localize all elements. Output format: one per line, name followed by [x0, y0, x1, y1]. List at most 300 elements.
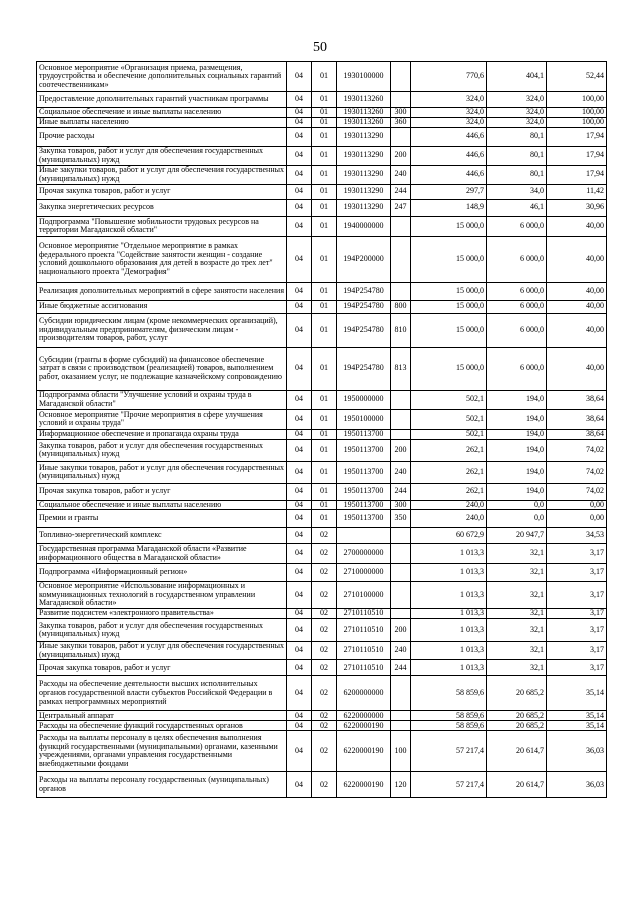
cell-executed-amount: 80,1 — [487, 165, 547, 184]
cell-planned-amount: 1 013,3 — [411, 609, 487, 619]
cell-executed-amount: 46,1 — [487, 199, 547, 216]
cell-section: 04 — [287, 731, 312, 772]
cell-description: Основное мероприятие «Использование информационных и коммуникационных технологий в государственном управлении Магаданской области» — [37, 582, 287, 609]
cell-planned-amount: 240,0 — [411, 510, 487, 528]
cell-description: Расходы на обеспечение функций государственных органов — [37, 721, 287, 731]
cell-target-article: 1930113290 — [337, 146, 391, 165]
table-row — [37, 528, 607, 544]
cell-target-article: 1940000000 — [337, 216, 391, 236]
cell-target-article: 6220000190 — [337, 731, 391, 772]
cell-target-article: 1950113700 — [337, 510, 391, 528]
cell-section: 04 — [287, 483, 312, 500]
cell-expense-type: 300 — [391, 108, 411, 118]
cell-description: Прочая закупка товаров, работ и услуг — [37, 660, 287, 676]
table-row — [37, 313, 607, 347]
cell-execution-percent: 35,14 — [547, 676, 607, 711]
cell-planned-amount: 502,1 — [411, 429, 487, 439]
cell-subsection: 01 — [312, 236, 337, 282]
cell-executed-amount: 324,0 — [487, 117, 547, 127]
cell-planned-amount: 1 013,3 — [411, 660, 487, 676]
cell-expense-type: 120 — [391, 772, 411, 798]
cell-target-article: 194P254780 — [337, 313, 391, 347]
table-row — [37, 711, 607, 721]
cell-execution-percent: 3,17 — [547, 609, 607, 619]
cell-execution-percent: 74,02 — [547, 461, 607, 483]
cell-execution-percent: 17,94 — [547, 165, 607, 184]
budget-table — [36, 61, 607, 798]
cell-execution-percent: 74,02 — [547, 439, 607, 461]
cell-execution-percent: 36,03 — [547, 731, 607, 772]
cell-planned-amount: 502,1 — [411, 390, 487, 409]
cell-executed-amount: 0,0 — [487, 510, 547, 528]
cell-description: Основное мероприятие «Организация приема, размещения, трудоустройства и обеспечение дополнительных социальных гарантий соотечественникам» — [37, 62, 287, 92]
cell-target-article: 1930100000 — [337, 62, 391, 92]
cell-target-article: 1950113700 — [337, 429, 391, 439]
cell-target-article: 6220000190 — [337, 772, 391, 798]
cell-planned-amount: 324,0 — [411, 117, 487, 127]
cell-executed-amount: 32,1 — [487, 544, 547, 564]
table-row — [37, 92, 607, 108]
cell-planned-amount: 446,6 — [411, 146, 487, 165]
cell-planned-amount: 1 013,3 — [411, 582, 487, 609]
cell-expense-type — [391, 92, 411, 108]
cell-planned-amount: 58 859,6 — [411, 676, 487, 711]
cell-executed-amount: 6 000,0 — [487, 347, 547, 390]
cell-execution-percent: 11,42 — [547, 184, 607, 199]
cell-expense-type: 244 — [391, 483, 411, 500]
cell-execution-percent: 38,64 — [547, 429, 607, 439]
cell-executed-amount: 194,0 — [487, 390, 547, 409]
cell-execution-percent: 40,00 — [547, 313, 607, 347]
cell-description: Иные закупки товаров, работ и услуг для обеспечения государственных (муниципальных) нужд — [37, 165, 287, 184]
cell-executed-amount: 20 947,7 — [487, 528, 547, 544]
cell-planned-amount: 60 672,9 — [411, 528, 487, 544]
cell-executed-amount: 6 000,0 — [487, 236, 547, 282]
table-row — [37, 731, 607, 772]
table-row — [37, 676, 607, 711]
cell-target-article: 2710110510 — [337, 619, 391, 642]
cell-planned-amount: 502,1 — [411, 409, 487, 429]
cell-planned-amount: 324,0 — [411, 92, 487, 108]
cell-section: 04 — [287, 528, 312, 544]
cell-expense-type — [391, 544, 411, 564]
cell-subsection: 01 — [312, 439, 337, 461]
cell-executed-amount: 32,1 — [487, 642, 547, 660]
cell-executed-amount: 20 685,2 — [487, 676, 547, 711]
cell-section: 04 — [287, 711, 312, 721]
cell-executed-amount: 20 685,2 — [487, 711, 547, 721]
cell-planned-amount: 58 859,6 — [411, 721, 487, 731]
cell-planned-amount: 262,1 — [411, 461, 487, 483]
cell-description: Подпрограмма области "Улучшение условий и охраны труда в Магаданской области" — [37, 390, 287, 409]
cell-subsection: 01 — [312, 216, 337, 236]
cell-execution-percent: 40,00 — [547, 216, 607, 236]
cell-execution-percent: 74,02 — [547, 483, 607, 500]
cell-description: Центральный аппарат — [37, 711, 287, 721]
cell-target-article: 6200000000 — [337, 676, 391, 711]
cell-planned-amount: 240,0 — [411, 500, 487, 510]
cell-execution-percent: 35,14 — [547, 711, 607, 721]
cell-section: 04 — [287, 642, 312, 660]
table-row — [37, 642, 607, 660]
table-row — [37, 483, 607, 500]
cell-target-article: 194P200000 — [337, 236, 391, 282]
cell-executed-amount: 32,1 — [487, 619, 547, 642]
cell-executed-amount: 194,0 — [487, 439, 547, 461]
cell-execution-percent: 3,17 — [547, 660, 607, 676]
cell-execution-percent: 40,00 — [547, 300, 607, 313]
table-row — [37, 429, 607, 439]
cell-executed-amount: 194,0 — [487, 429, 547, 439]
cell-subsection: 02 — [312, 642, 337, 660]
cell-execution-percent: 34,53 — [547, 528, 607, 544]
cell-execution-percent: 100,00 — [547, 108, 607, 118]
cell-expense-type: 813 — [391, 347, 411, 390]
table-row — [37, 236, 607, 282]
cell-section: 04 — [287, 347, 312, 390]
cell-section: 04 — [287, 62, 312, 92]
cell-section: 04 — [287, 313, 312, 347]
cell-execution-percent: 0,00 — [547, 500, 607, 510]
cell-section: 04 — [287, 500, 312, 510]
cell-description: Иные закупки товаров, работ и услуг для обеспечения государственных (муниципальных) нужд — [37, 642, 287, 660]
cell-description: Реализация дополнительных мероприятий в сфере занятости населения — [37, 282, 287, 300]
cell-executed-amount: 32,1 — [487, 609, 547, 619]
cell-section: 04 — [287, 390, 312, 409]
cell-execution-percent: 3,17 — [547, 582, 607, 609]
table-row — [37, 564, 607, 582]
cell-subsection: 02 — [312, 721, 337, 731]
cell-execution-percent: 38,64 — [547, 390, 607, 409]
cell-executed-amount: 194,0 — [487, 409, 547, 429]
cell-expense-type: 247 — [391, 199, 411, 216]
cell-target-article: 1950113700 — [337, 461, 391, 483]
table-row — [37, 609, 607, 619]
cell-section: 04 — [287, 660, 312, 676]
cell-executed-amount: 0,0 — [487, 500, 547, 510]
cell-executed-amount: 80,1 — [487, 127, 547, 146]
cell-executed-amount: 404,1 — [487, 62, 547, 92]
cell-section: 04 — [287, 461, 312, 483]
cell-planned-amount: 297,7 — [411, 184, 487, 199]
table-row — [37, 544, 607, 564]
cell-description: Подпрограмма "Повышение мобильности трудовых ресурсов на территории Магаданской области" — [37, 216, 287, 236]
table-row — [37, 127, 607, 146]
cell-executed-amount: 32,1 — [487, 564, 547, 582]
cell-planned-amount: 262,1 — [411, 483, 487, 500]
cell-section: 04 — [287, 92, 312, 108]
cell-planned-amount: 1 013,3 — [411, 619, 487, 642]
cell-execution-percent: 40,00 — [547, 282, 607, 300]
cell-description: Предоставление дополнительных гарантий участникам программы — [37, 92, 287, 108]
cell-expense-type: 200 — [391, 439, 411, 461]
cell-description: Прочая закупка товаров, работ и услуг — [37, 184, 287, 199]
cell-executed-amount: 32,1 — [487, 582, 547, 609]
cell-planned-amount: 15 000,0 — [411, 313, 487, 347]
cell-section: 04 — [287, 564, 312, 582]
cell-execution-percent: 3,17 — [547, 642, 607, 660]
table-row — [37, 390, 607, 409]
cell-subsection: 01 — [312, 146, 337, 165]
cell-section: 04 — [287, 609, 312, 619]
cell-subsection: 01 — [312, 62, 337, 92]
cell-subsection: 01 — [312, 409, 337, 429]
table-row — [37, 510, 607, 528]
cell-target-article: 1930113290 — [337, 127, 391, 146]
cell-planned-amount: 58 859,6 — [411, 711, 487, 721]
cell-section: 04 — [287, 117, 312, 127]
cell-planned-amount: 1 013,3 — [411, 642, 487, 660]
cell-expense-type: 800 — [391, 300, 411, 313]
table-row — [37, 619, 607, 642]
cell-section: 04 — [287, 582, 312, 609]
cell-expense-type — [391, 609, 411, 619]
cell-description: Подпрограмма «Информационный регион» — [37, 564, 287, 582]
cell-expense-type — [391, 409, 411, 429]
cell-planned-amount: 57 217,4 — [411, 731, 487, 772]
cell-subsection: 01 — [312, 184, 337, 199]
cell-executed-amount: 324,0 — [487, 92, 547, 108]
cell-target-article: 1950113700 — [337, 483, 391, 500]
cell-execution-percent: 35,14 — [547, 721, 607, 731]
cell-description: Прочие расходы — [37, 127, 287, 146]
cell-section: 04 — [287, 409, 312, 429]
cell-subsection: 01 — [312, 429, 337, 439]
cell-target-article: 2710100000 — [337, 582, 391, 609]
table-row — [37, 439, 607, 461]
cell-target-article: 1930113260 — [337, 108, 391, 118]
table-row — [37, 146, 607, 165]
cell-subsection: 01 — [312, 165, 337, 184]
cell-planned-amount: 262,1 — [411, 439, 487, 461]
cell-execution-percent: 36,03 — [547, 772, 607, 798]
cell-target-article: 194P254780 — [337, 300, 391, 313]
cell-expense-type: 244 — [391, 660, 411, 676]
cell-subsection: 01 — [312, 108, 337, 118]
cell-subsection: 01 — [312, 300, 337, 313]
cell-executed-amount: 32,1 — [487, 660, 547, 676]
cell-target-article: 2710110510 — [337, 609, 391, 619]
cell-section: 04 — [287, 146, 312, 165]
cell-description: Расходы на выплаты персоналу государственных (муниципальных) органов — [37, 772, 287, 798]
cell-planned-amount: 15 000,0 — [411, 236, 487, 282]
table-row — [37, 721, 607, 731]
cell-description: Социальное обеспечение и иные выплаты населению — [37, 500, 287, 510]
table-row — [37, 660, 607, 676]
cell-description: Развитие подсистем «электронного правительства» — [37, 609, 287, 619]
cell-expense-type — [391, 216, 411, 236]
cell-expense-type — [391, 528, 411, 544]
table-row — [37, 282, 607, 300]
cell-description: Расходы на обеспечение деятельности высших исполнительных органов государственной власти субъектов Российской Федерации в рамках непрограммных мероприятий — [37, 676, 287, 711]
cell-section: 04 — [287, 439, 312, 461]
page-number: 50 — [313, 40, 327, 55]
cell-subsection: 02 — [312, 676, 337, 711]
cell-planned-amount: 15 000,0 — [411, 347, 487, 390]
cell-subsection: 02 — [312, 609, 337, 619]
cell-description: Основное мероприятие "Отдельное мероприятие в рамках федерального проекта "Содействие занятости женщин - создание условий дошкольного образования для детей в возрасте до трех лет" национального проекта "Демография" — [37, 236, 287, 282]
cell-planned-amount: 446,6 — [411, 127, 487, 146]
cell-description: Премии и гранты — [37, 510, 287, 528]
cell-description: Расходы на выплаты персоналу в целях обеспечения выполнения функций государственными (муниципальными) органами, казенными учреждениями, органами управления государственными внебюджетными фондами — [37, 731, 287, 772]
cell-target-article: 1950113700 — [337, 500, 391, 510]
cell-execution-percent: 38,64 — [547, 409, 607, 429]
cell-expense-type: 200 — [391, 146, 411, 165]
cell-description: Закупка товаров, работ и услуг для обеспечения государственных (муниципальных) нужд — [37, 619, 287, 642]
cell-subsection: 02 — [312, 619, 337, 642]
cell-subsection: 02 — [312, 582, 337, 609]
cell-section: 04 — [287, 676, 312, 711]
cell-target-article: 2710110510 — [337, 642, 391, 660]
cell-expense-type — [391, 429, 411, 439]
cell-description: Иные бюджетные ассигнования — [37, 300, 287, 313]
cell-executed-amount: 6 000,0 — [487, 300, 547, 313]
cell-section: 04 — [287, 544, 312, 564]
cell-section: 04 — [287, 721, 312, 731]
cell-executed-amount: 20 614,7 — [487, 731, 547, 772]
table-row — [37, 108, 607, 118]
cell-planned-amount: 148,9 — [411, 199, 487, 216]
table-row — [37, 300, 607, 313]
cell-description: Субсидии юридическим лицам (кроме некоммерческих организаций), индивидуальным предпринимателям, физическим лицам - производителям товаров, работ, услуг — [37, 313, 287, 347]
cell-expense-type: 244 — [391, 184, 411, 199]
cell-executed-amount: 6 000,0 — [487, 313, 547, 347]
cell-planned-amount: 15 000,0 — [411, 216, 487, 236]
cell-executed-amount: 80,1 — [487, 146, 547, 165]
cell-subsection: 01 — [312, 313, 337, 347]
cell-section: 04 — [287, 199, 312, 216]
cell-target-article: 194P254780 — [337, 347, 391, 390]
cell-execution-percent: 100,00 — [547, 92, 607, 108]
cell-subsection: 02 — [312, 660, 337, 676]
cell-planned-amount: 1 013,3 — [411, 564, 487, 582]
table-row — [37, 117, 607, 127]
cell-subsection: 01 — [312, 127, 337, 146]
cell-section: 04 — [287, 772, 312, 798]
cell-target-article: 2710000000 — [337, 564, 391, 582]
cell-planned-amount: 324,0 — [411, 108, 487, 118]
cell-target-article: 6220000000 — [337, 711, 391, 721]
cell-subsection: 01 — [312, 92, 337, 108]
cell-planned-amount: 15 000,0 — [411, 300, 487, 313]
cell-expense-type — [391, 62, 411, 92]
cell-execution-percent: 3,17 — [547, 564, 607, 582]
cell-description: Информационное обеспечение и пропаганда охраны труда — [37, 429, 287, 439]
cell-subsection: 02 — [312, 544, 337, 564]
cell-expense-type: 300 — [391, 500, 411, 510]
cell-section: 04 — [287, 282, 312, 300]
cell-executed-amount: 6 000,0 — [487, 216, 547, 236]
cell-execution-percent: 0,00 — [547, 510, 607, 528]
cell-description: Субсидии (гранты в форме субсидий) на финансовое обеспечение затрат в связи с производством (реализацией) товаров, выполнением работ, оказанием услуг, не подлежащие казначейскому сопровождению — [37, 347, 287, 390]
cell-target-article: 2700000000 — [337, 544, 391, 564]
table-row — [37, 500, 607, 510]
cell-target-article: 1950000000 — [337, 390, 391, 409]
cell-section: 04 — [287, 429, 312, 439]
cell-description: Топливно-энергетический комплекс — [37, 528, 287, 544]
cell-description: Закупка энергетических ресурсов — [37, 199, 287, 216]
cell-execution-percent: 17,94 — [547, 127, 607, 146]
cell-expense-type: 240 — [391, 461, 411, 483]
cell-expense-type: 360 — [391, 117, 411, 127]
cell-target-article — [337, 528, 391, 544]
table-row — [37, 347, 607, 390]
table-row — [37, 165, 607, 184]
table-row — [37, 772, 607, 798]
cell-subsection: 01 — [312, 282, 337, 300]
table-row — [37, 461, 607, 483]
cell-execution-percent: 17,94 — [547, 146, 607, 165]
cell-execution-percent: 40,00 — [547, 236, 607, 282]
cell-description: Иные закупки товаров, работ и услуг для обеспечения государственных (муниципальных) нужд — [37, 461, 287, 483]
cell-section: 04 — [287, 184, 312, 199]
cell-expense-type — [391, 721, 411, 731]
cell-expense-type — [391, 282, 411, 300]
table-row — [37, 409, 607, 429]
cell-executed-amount: 6 000,0 — [487, 282, 547, 300]
cell-execution-percent: 40,00 — [547, 347, 607, 390]
cell-planned-amount: 57 217,4 — [411, 772, 487, 798]
cell-expense-type: 810 — [391, 313, 411, 347]
cell-section: 04 — [287, 108, 312, 118]
cell-expense-type: 350 — [391, 510, 411, 528]
cell-subsection: 02 — [312, 731, 337, 772]
cell-target-article: 1950113700 — [337, 439, 391, 461]
cell-section: 04 — [287, 510, 312, 528]
table-row — [37, 184, 607, 199]
cell-planned-amount: 15 000,0 — [411, 282, 487, 300]
cell-executed-amount: 194,0 — [487, 461, 547, 483]
cell-executed-amount: 34,0 — [487, 184, 547, 199]
cell-description: Закупка товаров, работ и услуг для обеспечения государственных (муниципальных) нужд — [37, 146, 287, 165]
cell-description: Закупка товаров, работ и услуг для обеспечения государственных (муниципальных) нужд — [37, 439, 287, 461]
cell-subsection: 01 — [312, 347, 337, 390]
table-row — [37, 199, 607, 216]
cell-target-article: 1950100000 — [337, 409, 391, 429]
cell-expense-type: 100 — [391, 731, 411, 772]
cell-subsection: 02 — [312, 564, 337, 582]
cell-planned-amount: 770,6 — [411, 62, 487, 92]
cell-expense-type — [391, 127, 411, 146]
cell-subsection: 01 — [312, 390, 337, 409]
cell-section: 04 — [287, 127, 312, 146]
cell-expense-type — [391, 564, 411, 582]
cell-section: 04 — [287, 300, 312, 313]
cell-subsection: 01 — [312, 199, 337, 216]
cell-subsection: 01 — [312, 510, 337, 528]
cell-section: 04 — [287, 619, 312, 642]
cell-execution-percent: 3,17 — [547, 544, 607, 564]
table-row — [37, 216, 607, 236]
cell-description: Государственная программа Магаданской области «Развитие информационного общества в Магаданской области» — [37, 544, 287, 564]
cell-target-article: 1930113290 — [337, 184, 391, 199]
cell-expense-type — [391, 711, 411, 721]
cell-description: Иные выплаты населению — [37, 117, 287, 127]
cell-planned-amount: 446,6 — [411, 165, 487, 184]
cell-planned-amount: 1 013,3 — [411, 544, 487, 564]
cell-expense-type: 200 — [391, 619, 411, 642]
cell-subsection: 01 — [312, 461, 337, 483]
cell-section: 04 — [287, 216, 312, 236]
cell-expense-type — [391, 390, 411, 409]
cell-subsection: 01 — [312, 483, 337, 500]
cell-subsection: 02 — [312, 528, 337, 544]
cell-section: 04 — [287, 165, 312, 184]
cell-section: 04 — [287, 236, 312, 282]
cell-execution-percent: 30,96 — [547, 199, 607, 216]
cell-executed-amount: 324,0 — [487, 108, 547, 118]
cell-executed-amount: 20 614,7 — [487, 772, 547, 798]
